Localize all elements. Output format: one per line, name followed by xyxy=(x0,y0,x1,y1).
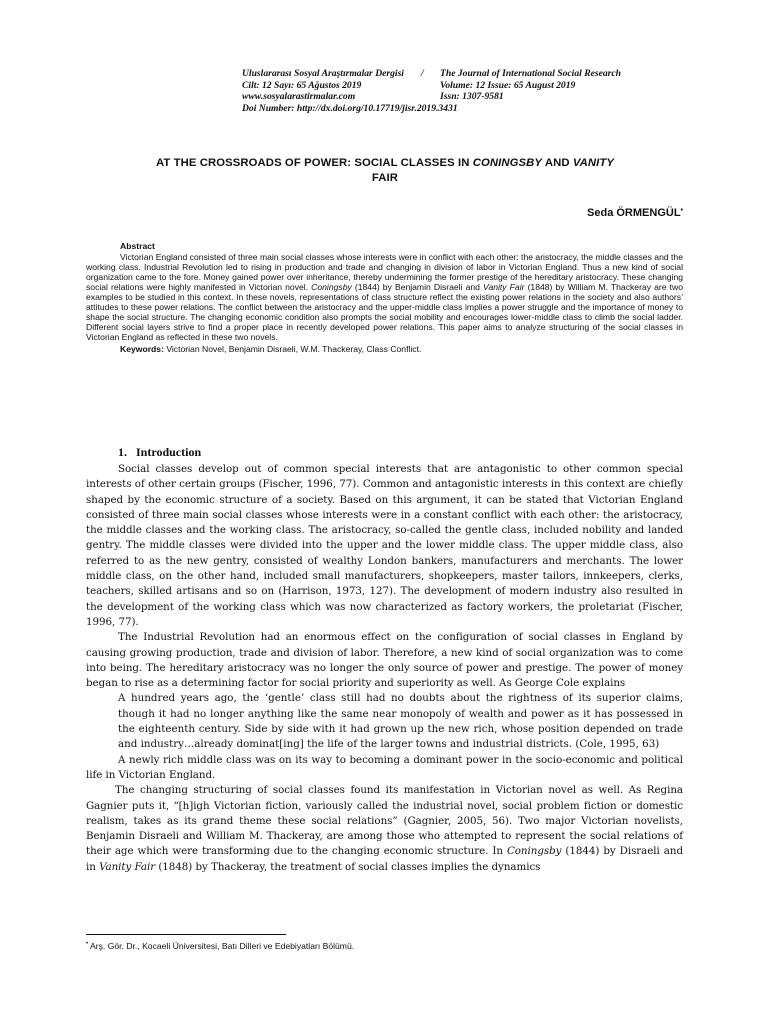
keywords-list: Victorian Novel, Benjamin Disraeli, W.M. Thackeray, Class Conflict. xyxy=(163,344,422,355)
footnote xyxy=(86,941,354,952)
journal-separator: / xyxy=(421,68,424,79)
abstract-coningsby: Coningsby xyxy=(311,281,352,292)
journal-header-row-1 xyxy=(242,68,702,80)
paragraph-2: The Industrial Revolution had an enormous effect on the configuration of social classes in England by causing growing production, trade and division of labor. Therefore, a new kind of social organization was to come into being. The hereditary aristocracy was no longer the only source of power and prestige. The power of money began to rise as a determining factor for social priority and superiority as well. As George Cole explains xyxy=(86,631,683,690)
block-quote: A hundred years ago, the ‘gentle’ class still had no doubts about the rightness of its superior claims, though it had no longer anything like the same near monopoly of wealth and power as it has possessed in the eighteenth century. Side by side with it had grown up the new rich, whose position depended on trade and industry…already dominat[ing] the life of the larger towns and industrial districts. (Cole, 1995, 63) xyxy=(118,692,683,751)
keywords xyxy=(120,344,683,354)
title-work-coningsby: CONINGSBY xyxy=(472,157,543,169)
paper-title xyxy=(90,156,680,186)
paper-body xyxy=(86,444,683,875)
journal-doi: Doi Number: http://dx.doi.org/10.17719/jisr.2019.3431 xyxy=(242,102,458,114)
paragraph-3: A newly rich middle class was on its way to becoming a dominant power in the socio-economic and political life in Victorian England. xyxy=(86,753,683,781)
footnote-rule xyxy=(86,934,286,935)
author-line xyxy=(587,206,683,220)
abstract-text: Victorian England consisted of three main social classes whose interests were in conflict with each other: the aristocracy, the middle classes and the working class. Industrial Revolution led to rising in production and trade and changing in division of labor in Victorian England. Thus a new kind of social organization came to the fore. Money gained power over inheritance, thereby undermining the former prestige of the hereditary aristocracy. These changing social relations were highly manifested in Victorian novel. Coningsby (1844) by Benjamin Disraeli and Vanity Fair (1848) by William M. Thackeray are two examples to be studied in this context. In these novels, representations of class structure reflect the existing power relations in the society and also authors’ attitudes to these power relations. The conflict between the aristocracy and the upper-middle class implies a power struggle and the importance of money to shape the social structure. The changing economic condition also prompts the social mobility and encourages lower-middle class to climb the social ladder. Different social layers strive to find a proper place in recently developed power relations. This paper aims to analyze structuring of the social classes in Victorian England as reflected in these two novels. xyxy=(86,251,683,343)
abstract xyxy=(86,241,683,355)
paragraph-1: Social classes develop out of common special interests that are antagonistic to other common special interests of other certain groups (Fischer, 1996, 77). Common and antagonistic interests in this context are chiefly shaped by the economic structure of a society. Based on this argument, it can be stated that Victorian England consisted of three main social classes whose interests were in a constant conflict with each other: the aristocracy, the middle classes and the working class. The aristocracy, so-called the gentle class, included nobility and landed gentry. The middle classes were divided into the upper and the lower middle class. The upper middle class, also referred to as the new gentry, consisted of wealthy London bankers, manufacturers and merchants. The lower middle class, on the other hand, included small manufacturers, shopkeepers, master tailors, innkeepers, clerks, teachers, skilled artisans and so on (Harrison, 1973, 127). The development of modern industry also resulted in the development of the working class which was now characterized as factory workers, the proletariat (Fischer, 1996, 77). xyxy=(86,463,683,628)
title-work-fair: FAIR xyxy=(371,172,399,184)
journal-header xyxy=(242,68,702,114)
section-heading xyxy=(118,444,683,460)
journal-name-tr: Uluslararası Sosyal Araştırmalar Dergisi xyxy=(242,68,404,79)
journal-header-row-3 xyxy=(242,91,702,103)
title-and: AND xyxy=(542,157,573,169)
journal-header-row-4 xyxy=(242,103,702,115)
paragraph-4: The changing structuring of social classes found its manifestation in Victorian novel as well. As Regina Gagnier puts it, “[h]igh Victorian fiction, variously called the industrial novel, social problem fiction or domestic realism, takes as its grand theme these social relations” (Gagnier, 2005, 56). Two major Victorian novelists, Benjamin Disraeli and William M. Thackeray, are among those who attempted to represent the social relations of their age which were transforming due to the changing economic structure. In Coningsby (1844) by Disraeli and in Vanity Fair (1848) by Thackeray, the treatment of social classes implies the dynamics xyxy=(86,784,683,873)
author-name: Seda ÖRMENGÜL xyxy=(587,207,681,219)
body-vanity-fair: Vanity Fair xyxy=(99,860,156,873)
author-footnote-marker: • xyxy=(680,207,683,214)
section-title: Introduction xyxy=(136,445,202,459)
journal-volume-tr: Cilt: 12 Sayı: 65 Ağustos 2019 xyxy=(242,79,362,91)
journal-header-row-2 xyxy=(242,80,702,92)
section-number: 1. xyxy=(118,445,127,459)
title-prefix: AT THE CROSSROADS OF POWER: SOCIAL CLASSES IN xyxy=(155,157,473,169)
title-work-vanity: VANITY xyxy=(572,157,615,169)
abstract-vanity-fair: Vanity Fair xyxy=(483,281,525,292)
journal-issn: Issn: 1307-9581 xyxy=(440,91,504,103)
journal-volume-en: Volume: 12 Issue: 65 August 2019 xyxy=(440,79,576,91)
journal-website: www.sosyalarastirmalar.com xyxy=(242,91,356,103)
body-coningsby: Coningsby xyxy=(506,845,562,858)
keywords-label: Keywords: xyxy=(120,344,164,355)
journal-name-en: The Journal of International Social Research xyxy=(440,68,621,79)
footnote-text: Arş. Gör. Dr., Kocaeli Üniversitesi, Batı Dilleri ve Edebiyatları Bölümü. xyxy=(88,941,355,951)
abstract-heading: Abstract xyxy=(120,241,155,251)
footnote-marker: • xyxy=(86,941,89,947)
